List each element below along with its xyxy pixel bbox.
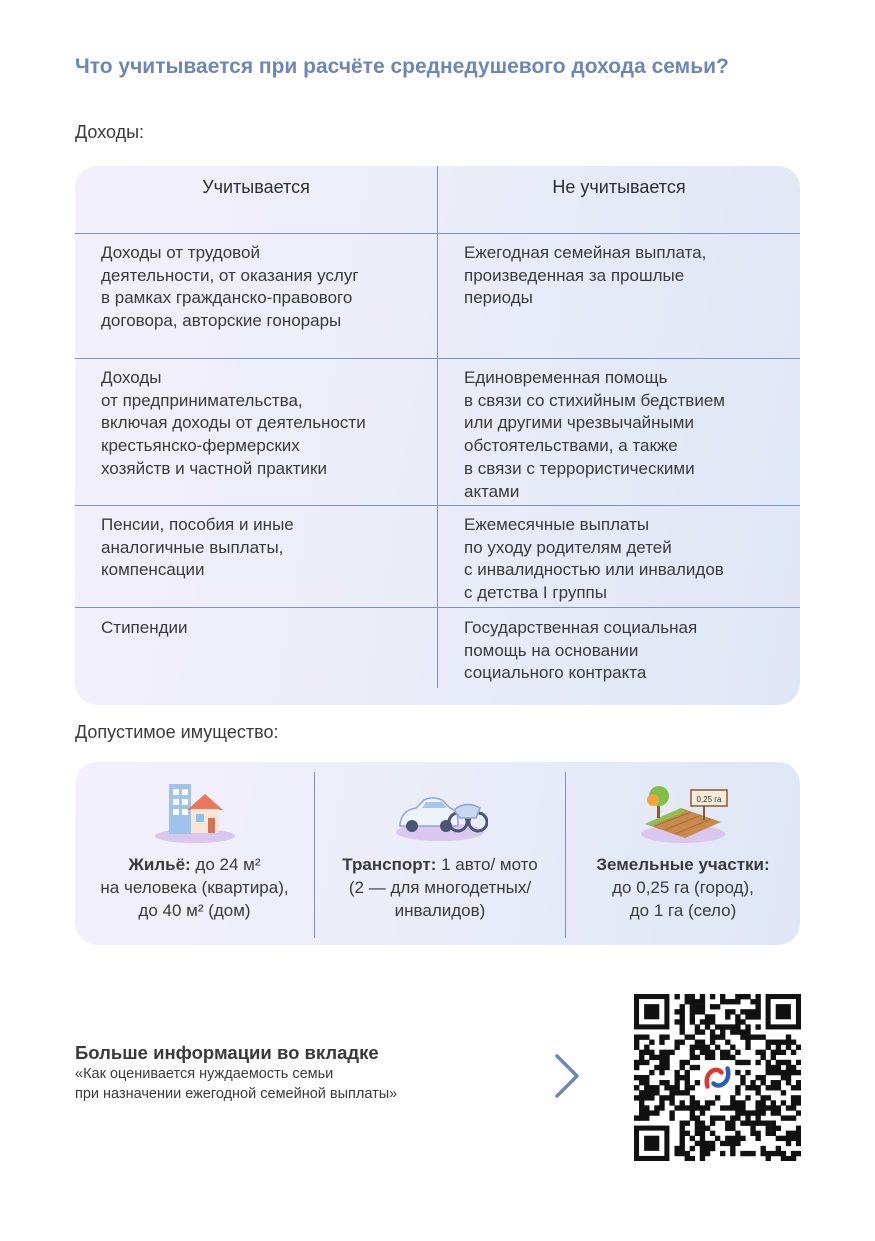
more-info-title: Больше информации во вкладке bbox=[75, 1042, 379, 1063]
property-housing bbox=[75, 762, 314, 945]
property-value: на человека (квартира), bbox=[100, 878, 289, 897]
property-value: (2 — для многодетных/ bbox=[348, 878, 532, 897]
table-cell: Ежемесячные выплаты по уходу родителям детей с инвалидностью или инвалидов с детства I группы bbox=[464, 515, 724, 603]
plot-sign-label: 0,25 га bbox=[696, 795, 722, 804]
income-section-label: Доходы: bbox=[75, 122, 145, 142]
row-divider bbox=[75, 505, 800, 506]
table-cell: Государственная социальная помощь на основании социального контракта bbox=[464, 618, 698, 683]
row-divider bbox=[75, 607, 800, 608]
row-divider bbox=[75, 358, 800, 359]
column-divider bbox=[437, 166, 438, 688]
property-value: инвалидов) bbox=[394, 901, 486, 920]
header-not-counted: Не учитывается bbox=[552, 177, 686, 197]
table-cell: Доходы от предпринимательства, включая доходы от деятельности крестьянско-фермерских хозяйств и частной практики bbox=[101, 368, 366, 478]
property-value: до 1 га (село) bbox=[629, 901, 737, 920]
land-plot-icon bbox=[635, 778, 731, 844]
property-value: до 0,25 га (город), bbox=[612, 878, 754, 897]
property-section-label: Допустимое имущество: bbox=[75, 722, 279, 742]
qr-code[interactable] bbox=[634, 994, 801, 1161]
table-cell: Пенсии, пособия и иные аналогичные выплаты, компенсации bbox=[101, 515, 294, 580]
property-title: Транспорт: bbox=[342, 855, 437, 874]
more-info-subtitle: «Как оценивается нуждаемость семьи при назначении ежегодной семейной выплаты» bbox=[75, 1066, 398, 1102]
property-value: 1 авто/ мото bbox=[436, 855, 538, 874]
table-cell: Доходы от трудовой деятельности, от оказания услуг в рамках гражданско-правового договора, авторские гонорары bbox=[101, 243, 359, 331]
property-transport bbox=[315, 762, 565, 945]
house-icon bbox=[147, 778, 243, 844]
vehicles-icon bbox=[392, 778, 488, 844]
chevron-right-icon[interactable] bbox=[552, 1052, 582, 1100]
header-counted: Учитывается bbox=[202, 177, 310, 197]
income-table bbox=[75, 166, 800, 705]
property-title: Земельные участки: bbox=[596, 855, 770, 874]
property-value: до 40 м² (дом) bbox=[138, 901, 251, 920]
table-cell: Единовременная помощь в связи со стихийным бедствием или другими чрезвычайными обстоятельствами, а также в связи с террористическими актами bbox=[464, 368, 725, 501]
property-value: до 24 м² bbox=[190, 855, 261, 874]
property-land bbox=[566, 762, 800, 945]
row-divider bbox=[75, 233, 800, 234]
table-cell: Ежегодная семейная выплата, произведенная за прошлые периоды bbox=[464, 243, 707, 308]
property-title: Жильё: bbox=[128, 855, 191, 874]
property-card bbox=[75, 762, 800, 945]
page-title: Что учитывается при расчёте среднедушевого дохода семьи? bbox=[75, 55, 729, 78]
table-cell: Стипендии bbox=[101, 618, 188, 637]
